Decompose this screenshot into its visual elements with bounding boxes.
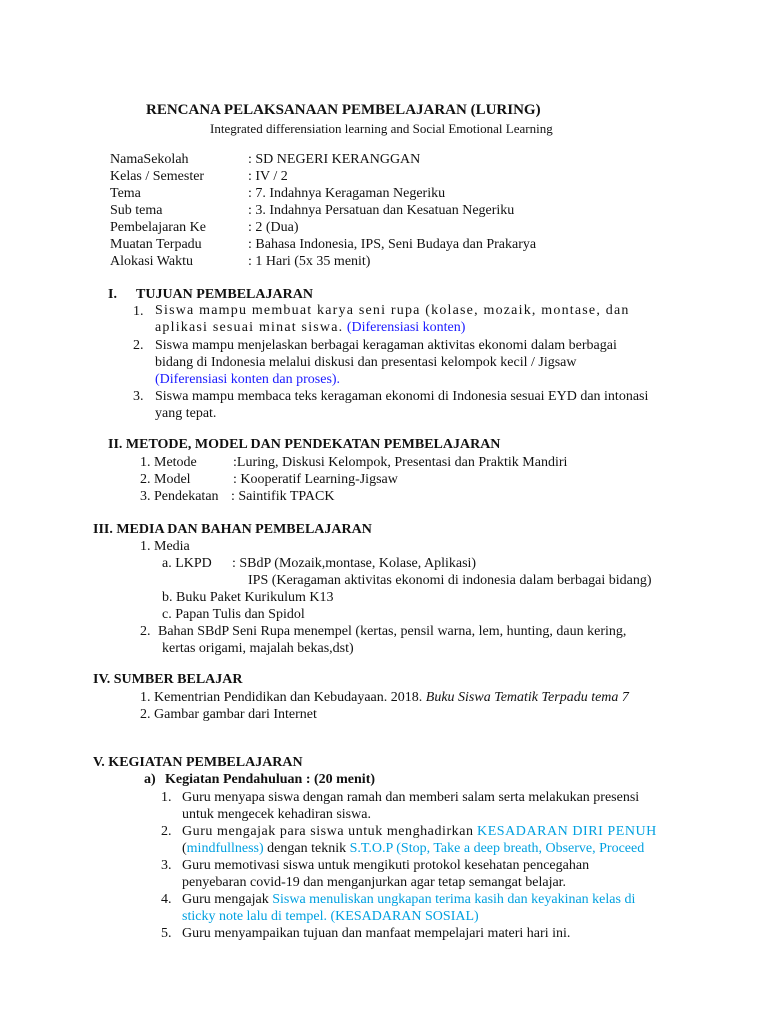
source-item: 2. Gambar gambar dari Internet <box>140 707 317 722</box>
highlight-text: Siswa menuliskan ungkapan terima kasih dan keyakinan kelas di <box>272 892 636 907</box>
section-heading-tujuan: TUJUAN PEMBELAJARAN <box>136 287 313 302</box>
subsection-number: a) <box>144 772 156 787</box>
document-title: RENCANA PELAKSANAAN PEMBELAJARAN (LURING) <box>146 102 541 118</box>
list-number: 2. <box>140 624 151 639</box>
highlight-text: mindfullness) <box>186 841 264 856</box>
activity-text: Guru memotivasi siswa untuk mengikuti protokol kesehatan pencegahan <box>182 858 590 873</box>
identity-label: Kelas / Semester <box>110 169 205 184</box>
list-item-text: yang tepat. <box>155 406 217 421</box>
method-label: 2. Model <box>140 472 191 487</box>
activity-line <box>182 824 657 840</box>
subsection-title: Kegiatan Pendahuluan : (20 menit) <box>165 772 376 787</box>
lkpd-value-ips: IPS (Keragaman aktivitas ekonomi di indonesia dalam berbagai bidang) <box>248 573 652 588</box>
activity-line <box>182 892 635 908</box>
list-number: 5. <box>161 926 172 941</box>
identity-label: Sub tema <box>110 203 163 218</box>
identity-value: : IV / 2 <box>248 169 288 184</box>
method-label: 3. Pendekatan <box>140 489 219 504</box>
list-item-text: aplikasi sesuai minat siswa. <box>155 320 344 335</box>
list-number: 3. <box>133 389 144 404</box>
identity-label: Muatan Terpadu <box>110 237 202 252</box>
list-number: 2. <box>133 338 144 353</box>
list-item-text: Siswa mampu membuat karya seni rupa (kolase, mozaik, montase, dan <box>155 303 630 318</box>
list-item-text: Siswa mampu membaca teks keragaman ekonomi di Indonesia sesuai EYD dan intonasi <box>155 389 649 404</box>
media-title: 1. Media <box>140 539 190 554</box>
highlight-text: S.T.O.P (Stop, Take a deep breath, Observe, Proceed <box>349 841 645 856</box>
activity-line <box>182 841 644 857</box>
method-value: : Kooperatif Learning-Jigsaw <box>233 472 398 487</box>
list-item-text: bidang di Indonesia melalui diskusi dan presentasi kelompok kecil / Jigsaw <box>155 355 577 370</box>
source-item <box>140 690 629 706</box>
identity-label: Pembelajaran Ke <box>110 220 207 235</box>
activity-text: untuk mengecek kehadiran siswa. <box>182 807 371 822</box>
list-item-text: Siswa mampu menjelaskan berbagai keragaman aktivitas ekonomi dalam berbagai <box>155 338 617 353</box>
method-value: :Luring, Diskusi Kelompok, Presentasi dan Praktik Mandiri <box>233 455 568 470</box>
identity-label: Alokasi Waktu <box>110 254 193 269</box>
list-number: 1. <box>161 790 172 805</box>
document-subtitle: Integrated differensiation learning and Social Emotional Learning <box>210 121 553 136</box>
identity-value: : 1 Hari (5x 35 menit) <box>248 254 371 269</box>
section-heading-kegiatan: V. KEGIATAN PEMBELAJARAN <box>93 755 303 770</box>
list-number: 2. <box>161 824 172 839</box>
identity-label: Tema <box>110 186 141 201</box>
section-number: I. <box>108 287 117 302</box>
activity-text: penyebaran covid-19 dan menganjurkan agar tetap semangat belajar. <box>182 875 567 890</box>
lkpd-label: a. LKPD <box>162 556 212 571</box>
source-book-title: Buku Siswa Tematik Terpadu tema 7 <box>425 690 629 705</box>
activity-text: Guru mengajak para siswa untuk menghadirkan <box>182 824 474 839</box>
method-label: 1. Metode <box>140 455 197 470</box>
differentiation-note: (Diferensiasi konten dan proses). <box>155 372 341 387</box>
list-number: 1. <box>133 304 144 319</box>
differentiation-note: (Diferensiasi konten) <box>346 320 466 335</box>
media-item: b. Buku Paket Kurikulum K13 <box>162 590 334 605</box>
identity-label: NamaSekolah <box>110 152 189 167</box>
identity-value: : Bahasa Indonesia, IPS, Seni Budaya dan Prakarya <box>248 237 537 252</box>
section-heading-media: III. MEDIA DAN BAHAN PEMBELAJARAN <box>93 522 372 537</box>
identity-value: : SD NEGERI KERANGGAN <box>248 152 421 167</box>
list-item-line <box>155 320 465 336</box>
identity-value: : 3. Indahnya Persatuan dan Kesatuan Negeriku <box>248 203 515 218</box>
list-number: 3. <box>161 858 172 873</box>
activity-text: Guru menyampaikan tujuan dan manfaat mempelajari materi hari ini. <box>182 926 571 941</box>
activity-text: dengan teknik <box>263 841 350 856</box>
list-number: 4. <box>161 892 172 907</box>
highlight-text: sticky note lalu di tempel. (KESADARAN SOSIAL) <box>182 909 479 924</box>
identity-value: : 2 (Dua) <box>248 220 299 235</box>
identity-value: : 7. Indahnya Keragaman Negeriku <box>248 186 446 201</box>
method-value: : Saintifik TPACK <box>231 489 335 504</box>
highlight-text: KESADARAN DIRI PENUH <box>477 824 657 839</box>
activity-text: Guru mengajak <box>182 892 273 907</box>
media-item: c. Papan Tulis dan Spidol <box>162 607 305 622</box>
activity-text: Guru menyapa siswa dengan ramah dan memberi salam serta melakukan presensi <box>182 790 640 805</box>
bahan-text: kertas origami, majalah bekas,dst) <box>162 641 354 656</box>
lkpd-value: : SBdP (Mozaik,montase, Kolase, Aplikasi) <box>232 556 477 571</box>
bahan-text: Bahan SBdP Seni Rupa menempel (kertas, pensil warna, lem, hunting, daun kering, <box>158 624 627 639</box>
activity-text: ( <box>182 841 187 856</box>
section-heading-metode: II. METODE, MODEL DAN PENDEKATAN PEMBELAJARAN <box>108 437 501 452</box>
section-heading-sumber: IV. SUMBER BELAJAR <box>93 672 243 687</box>
source-text: 1. Kementrian Pendidikan dan Kebudayaan. 2018. <box>140 690 423 705</box>
